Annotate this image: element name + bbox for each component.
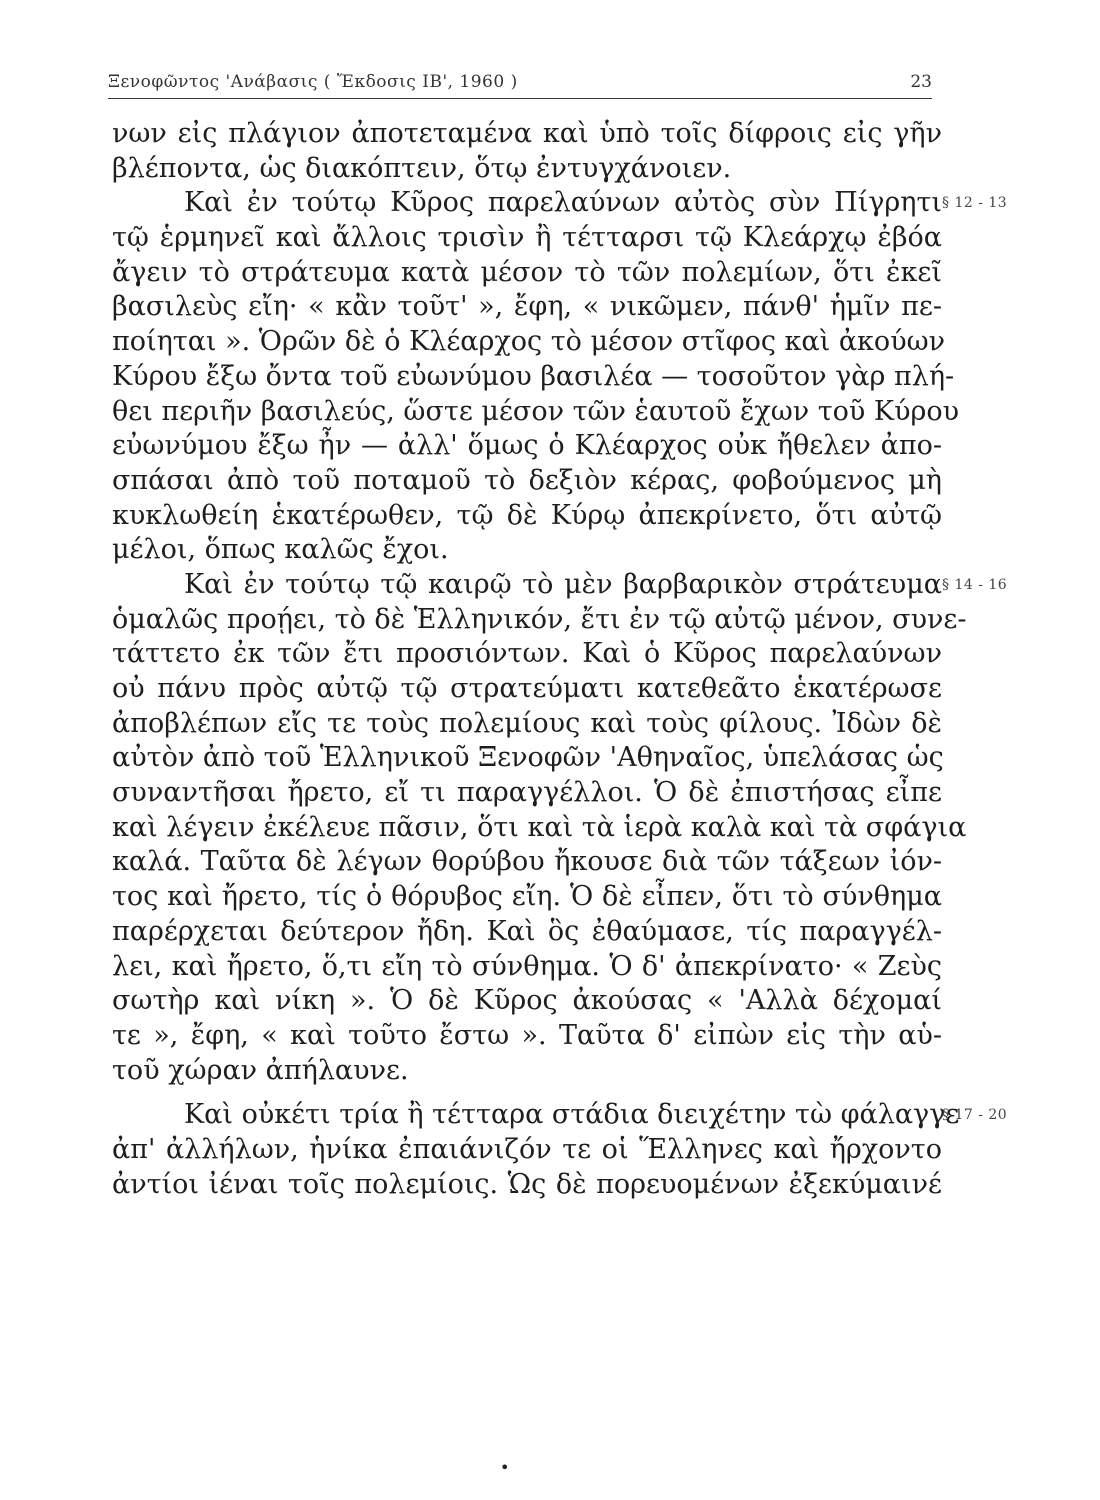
text-line: τε », ἔφη, « καὶ τοῦτο ἔστω ». Ταῦτα δ' εἰπὼν εἰς τὴν αὑ- <box>112 1019 942 1051</box>
text-line: νων εἰς πλάγιον ἀποτεταμένα καὶ ὑπὸ τοῖς δίφροις εἰς γῆν <box>112 118 942 149</box>
text-line: Κύρου ἔξω ὄντα τοῦ εὐωνύμου βασιλέα — τοσοῦτον γὰρ πλή- <box>112 360 955 392</box>
margin-section-ref: § 14 - 16 <box>942 576 1008 593</box>
text-line: συναντῆσαι ἤρετο, εἴ τι παραγγέλλοι. Ὁ δὲ ἐπιστήσας εἶπε <box>112 777 942 809</box>
text-line: τοῦ χώραν ἀπήλαυνε. <box>112 1054 409 1086</box>
text-line: καὶ λέγειν ἐκέλευε πᾶσιν, ὅτι καὶ τὰ ἱερὰ καλὰ καὶ τὰ σφάγια <box>112 811 967 843</box>
text-line: αὐτὸν ἀπὸ τοῦ Ἑλληνικοῦ Ξενοφῶν 'Αθηναῖος, ὑπελάσας ὡς <box>112 742 944 774</box>
page-number: 23 <box>910 72 932 92</box>
text-line-content: Καὶ οὐκέτι τρία ἢ τέτταρα στάδια διειχέτην τὼ φάλαγγε <box>184 1099 960 1131</box>
text-line: ἄγειν τὸ στράτευμα κατὰ μέσον τὸ τῶν πολεμίων, ὅτι ἐκεῖ <box>112 256 942 288</box>
text-line: ἀπ' ἀλλήλων, ἡνίκα ἐπαιάνιζόν τε οἱ Ἕλληνες καὶ ἤρχοντο <box>112 1133 942 1165</box>
text-line: παρέρχεται δεύτερον ἤδη. Καὶ ὃς ἐθαύμασε, τίς παραγγέλ- <box>112 915 942 947</box>
text-line <box>112 1098 1008 1133</box>
text-line <box>112 568 1008 603</box>
text-line: λει, καὶ ἤρετο, ὅ,τι εἴη τὸ σύνθημα. Ὁ δ' ἀπεκρίνατο· « Ζεὺς <box>112 950 942 982</box>
text-line: οὐ πάνυ πρὸς αὐτῷ τῷ στρατεύματι κατεθεᾶτο ἑκατέρωσε <box>112 673 942 704</box>
margin-section-ref: § 17 - 20 <box>942 1107 1008 1124</box>
running-head <box>108 70 932 99</box>
print-speck: • <box>500 1458 510 1477</box>
text-line: μέλοι, ὅπως καλῶς ἔχοι. <box>112 534 449 566</box>
text-line: τῷ ἑρμηνεῖ καὶ ἄλλοις τρισὶν ἢ τέτταρσι τῷ Κλεάρχῳ ἐβόα <box>112 222 942 254</box>
text-line <box>112 186 1008 221</box>
text-line-content: Καὶ ἐν τούτῳ Κῦρος παρελαύνων αὐτὸς σὺν Πίγρητι <box>184 187 942 219</box>
text-line-content: Καὶ ἐν τούτῳ τῷ καιρῷ τὸ μὲν βαρβαρικὸν στράτευμα <box>184 568 942 600</box>
text-line: κυκλωθείη ἑκατέρωθεν, τῷ δὲ Κύρῳ ἀπεκρίνετο, ὅτι αὐτῷ <box>112 499 942 531</box>
text-line: τος καὶ ἤρετο, τίς ὁ θόρυβος εἴη. Ὁ δὲ εἶπεν, ὅτι τὸ σύνθημα <box>112 881 942 913</box>
text-line: ποίηται ». Ὁρῶν δὲ ὁ Κλέαρχος τὸ μέσον στῖφος καὶ ἀκούων <box>112 326 946 358</box>
text-line: σωτὴρ καὶ νίκη ». Ὁ δὲ Κῦρος ἀκούσας « 'Αλλὰ δέχομαί <box>112 985 942 1017</box>
text-line: καλά. Ταῦτα δὲ λέγων θορύβου ἤκουσε διὰ τῶν τάξεων ἰόν- <box>112 846 942 878</box>
text-line: σπάσαι ἀπὸ τοῦ ποταμοῦ τὸ δεξιὸν κέρας, φοβούμενος μὴ <box>112 464 942 496</box>
running-head-title: Ξενοφῶντος 'Ανάβασις ( Ἔκδοσις ΙΒ', 1960 ) <box>108 72 518 92</box>
text-line: τάττετο ἐκ τῶν ἔτι προσιόντων. Καὶ ὁ Κῦρος παρελαύνων <box>112 638 942 670</box>
margin-section-ref: § 12 - 13 <box>942 195 1008 212</box>
text-line: θει περιῆν βασιλεύς, ὥστε μέσον τῶν ἑαυτοῦ ἔχων τοῦ Κύρου <box>112 395 960 427</box>
text-line: ἀντίοι ἰέναι τοῖς πολεμίοις. Ὡς δὲ πορευομένων ἐξεκύμαινέ <box>112 1168 942 1200</box>
body-text <box>112 117 1008 1202</box>
text-line: εὐωνύμου ἔξω ἦν — ἀλλ' ὅμως ὁ Κλέαρχος οὐκ ἤθελεν ἀπο- <box>112 430 942 462</box>
text-line: βλέποντα, ὡς διακόπτειν, ὅτῳ ἐντυγχάνοιεν. <box>112 152 732 184</box>
text-line: ἀποβλέπων εἴς τε τοὺς πολεμίους καὶ τοὺς φίλους. Ἰδὼν δὲ <box>112 707 942 739</box>
text-line: ὁμαλῶς προῄει, τὸ δὲ Ἑλληνικόν, ἔτι ἐν τῷ αὐτῷ μένον, συνε- <box>112 603 967 635</box>
text-line: βασιλεὺς εἴη· « κἂν τοῦτ' », ἔφη, « νικῶμεν, πάνθ' ἡμῖν πε- <box>112 291 942 323</box>
